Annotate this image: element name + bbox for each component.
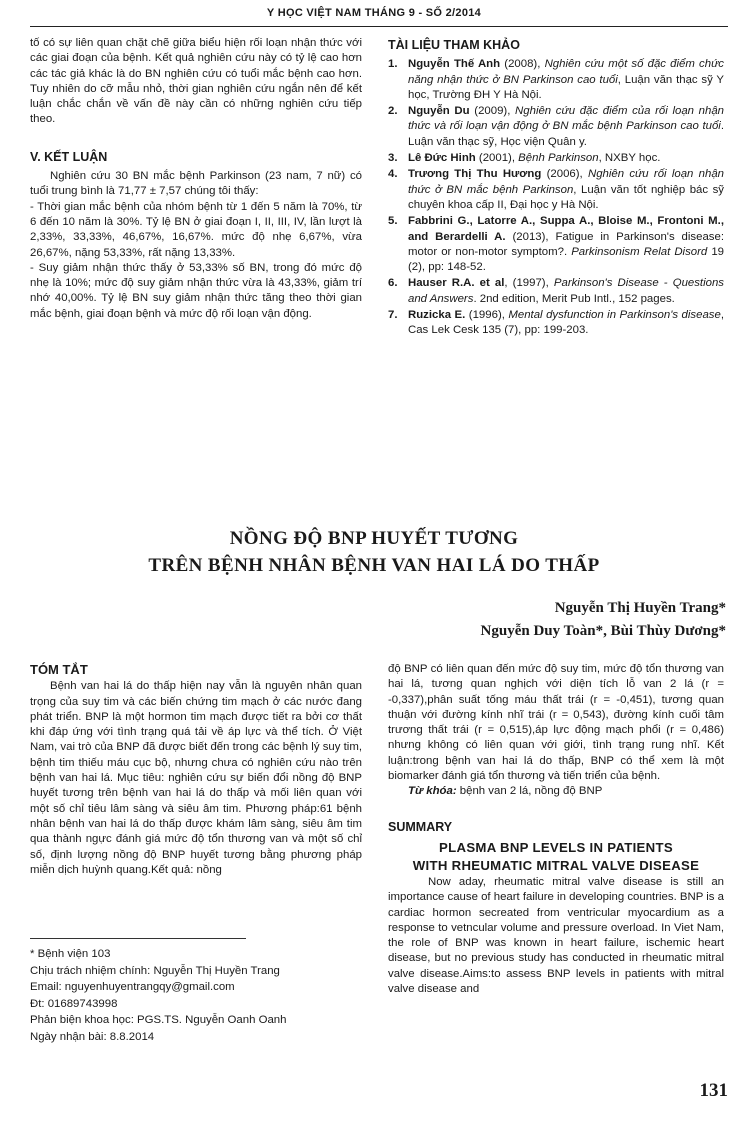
reference-info: (2006),: [541, 168, 588, 181]
reference-number: 5.: [388, 215, 398, 228]
abstract-vi-text: Bệnh van hai lá do thấp hiện nay vẫn là nguyên nhân quan trọng của suy tim và các biến chứng tim mạch ở các nước đang phát triển. BNP là một hormon tim mạch được tiết ra bởi cơ thất khi đáp ứng với tình trạng quá tải về áp lực và thể tích. Ở Việt Nam, vai trò của BNP đã được biết đến trong các bệnh lý suy tim, bệnh tim thiếu máu cục bộ, nhưng chưa có nghiên cứu nào trên bệnh van hai lá. Mục tiêu: nghiên cứu sự biến đổi nồng độ BNP huyết tương trên bệnh van hai lá do thấp và mối liên quan với một số chỉ tiêu lâm sàng và siêu âm tim. Phương pháp:61 bệnh nhân bệnh van hai lá do thấp được khám lâm sàng, siêu âm tim qua thành ngực đánh giá mức độ tổn thương van và một số chỉ số, định lượng nồng độ BNP huyết tương bằng phương pháp miễn dịch huỳnh quang.Kết quả: nồng: [30, 680, 362, 876]
reference-text: [408, 151, 724, 166]
keywords: [388, 784, 724, 799]
summary-heading: SUMMARY: [388, 819, 453, 834]
footnote: [30, 946, 360, 1045]
footnote-reviewer: Phản biện khoa học: PGS.TS. Nguyễn Oanh Oanh: [30, 1014, 287, 1026]
running-header: [0, 0, 748, 30]
reference-number: 7.: [388, 309, 398, 322]
reference-number: 3.: [388, 152, 398, 165]
footnote-affiliation: * Bệnh viện 103: [30, 948, 111, 960]
reference-info: (2013), Fatigue in Parkinson's disease: motor or non-motor symptom?.: [408, 230, 724, 258]
reference-details: , NXBY học.: [598, 152, 661, 165]
reference-number: 2.: [388, 105, 398, 118]
reference-item: [388, 167, 724, 213]
reference-details: . Luận văn thạc sỹ, Học viện Quân y.: [408, 120, 724, 148]
conclusion-point-1: - Thời gian mắc bệnh của nhóm bệnh từ 1 đến 5 năm là 70%, từ 6 đến 10 năm là 30%. Tỷ lệ BN ở giai đoạn I, II, III, IV, lần lượt là 2,33%, 33,33%, 46,67%, 16,67%. mức độ nhẹ 6,67%, vừa 26,67%, nặng 53,33%, rất nặng 13,33%.: [30, 200, 362, 259]
summary-title-line-1: PLASMA BNP LEVELS IN PATIENTS: [439, 839, 673, 855]
left-top-column: [30, 36, 362, 322]
footnote-email: Email: nguyenhuyentrangqy@gmail.com: [30, 981, 235, 993]
reference-item: [388, 276, 724, 307]
keywords-label: Từ khóa:: [408, 785, 457, 798]
reference-author: Trương Thị Thu Hương: [408, 168, 542, 181]
reference-number: 6.: [388, 277, 398, 290]
page-number: 131: [699, 1080, 728, 1101]
reference-title: Mental dysfunction in Parkinson's disease: [508, 309, 721, 322]
reference-info: (2008),: [500, 58, 545, 71]
reference-title: Bệnh Parkinson: [518, 152, 599, 165]
reference-author: Ruzicka E.: [408, 309, 466, 322]
reference-author: Lê Đức Hinh: [408, 152, 476, 165]
reference-details: , Cas Lek Cesk 135 (7), pp: 199-203.: [408, 309, 724, 337]
right-lower-column: [388, 662, 724, 997]
reference-item: [388, 151, 724, 166]
summary-text: Now aday, rheumatic mitral valve disease is still an importance cause of heart failure in developing countries. BNP is a cardiac hormon secreated from ventricular myocardium as a response to vetncular volume and pressure overload. In Viet Nam, the role of BNP was known in heart failure, ischemic heart disease, but no previous study has conducted in rheumatic mitral valve disease.Aims:to assess BNP levels in patients with mitral valve disease and: [388, 875, 725, 996]
reference-text: [408, 308, 724, 339]
journal-header-title: Y HỌC VIỆT NAM THÁNG 9 - SỐ 2/2014: [266, 7, 482, 19]
summary-title-line-2: WITH RHEUMATIC MITRAL VALVE DISEASE: [412, 857, 700, 873]
references-heading: TÀI LIỆU THAM KHẢO: [388, 38, 520, 52]
reference-author: Nguyễn Thế Anh: [408, 58, 501, 71]
conclusion-point-2: - Suy giảm nhận thức thấy ở 53,33% số BN, trong đó mức độ nhẹ là 10%; mức độ suy giảm nhận thức vừa là 43,33%, giảm trí nhớ 40,00%. Tỷ lệ BN suy giảm nhận thức tăng theo thời gian mắc bệnh, giai đoạn bệnh và mức độ rối loạn vận động.: [30, 261, 362, 320]
discussion-paragraph: tố có sự liên quan chặt chẽ giữa biểu hiện rối loạn nhận thức với các giai đoạn của bệnh. Kết quả nghiên cứu này có tỷ lệ cao hơn các tác giả khác là do BN nghiên cứu có tuổi mắc bệnh cao hơn. Tuy nhiên do cỡ mẫu nhỏ, thời gian nghiên cứu ngắn nên để kết luận chắc chắn về vấn đề này cần có những nghiên cứu tiếp theo.: [30, 37, 362, 126]
reference-list: [388, 57, 724, 338]
reference-title: Nghiên cứu rối loạn nhận thức ở BN mắc bệnh Parkinson: [408, 168, 724, 196]
reference-text: [408, 214, 724, 275]
footnote-corresponding-author: Chịu trách nhiệm chính: Nguyễn Thị Huyền Trang: [30, 964, 280, 977]
footnote-phone: Đt: 01689743998: [30, 997, 118, 1010]
reference-text: [408, 104, 724, 150]
keywords-value: bệnh van 2 lá, nồng độ BNP: [456, 785, 603, 798]
reference-info: , (1997),: [504, 277, 554, 290]
reference-author: Nguyễn Du: [408, 105, 470, 118]
reference-title: Nghiên cứu một số đặc điểm chức năng nhận thức ở BN Parkinson cao tuổi: [408, 58, 724, 86]
abstract-vi-heading: TÓM TẮT: [30, 662, 88, 677]
article-title-line-2: TRÊN BỆNH NHÂN BỆNH VAN HAI LÁ DO THẤP: [148, 555, 600, 576]
reference-info: (2009),: [469, 105, 516, 118]
reference-details: . 2nd edition, Merit Pub Intl., 152 pages.: [473, 292, 675, 305]
reference-text: [408, 167, 724, 213]
reference-info: (1996),: [465, 309, 509, 322]
reference-item: [388, 57, 724, 103]
reference-title: Parkinson's Disease - Questions and Answers: [408, 277, 724, 305]
abstract-vi-column: [30, 662, 362, 878]
header-rule: [30, 26, 728, 27]
references-column: [388, 38, 724, 340]
footnote-rule: [30, 938, 246, 939]
reference-number: 4.: [388, 168, 398, 181]
reference-title: Parkinsonism Relat Disord: [571, 245, 708, 258]
reference-author: Hauser R.A. et al: [408, 277, 505, 290]
article-title-line-1: NỒNG ĐỘ BNP HUYẾT TƯƠNG: [229, 528, 519, 549]
reference-details: , Luận văn thạc sỹ Y học, Trường ĐH Y Hà Nội.: [408, 73, 724, 101]
conclusion-intro: Nghiên cứu 30 BN mắc bệnh Parkinson (23 nam, 7 nữ) có tuổi trung bình là 71,77 ± 7,57 chúng tôi thấy:: [30, 170, 362, 198]
reference-details: 19 (2), pp: 148-52.: [408, 245, 725, 274]
footnote-received-date: Ngày nhận bài: 8.8.2014: [30, 1030, 155, 1043]
author-line-1: Nguyễn Thị Huyền Trang*: [554, 600, 726, 616]
reference-item: [388, 104, 724, 150]
abstract-vi-continued: độ BNP có liên quan đến mức độ suy tim, mức độ tổn thương van hai lá, tương quan nghịch với diện tích lỗ van 2 lá (r = -0,337),phân suất tống máu thất trái (r = -0,451), tương quan thuận với đường kính nhĩ trái (r = 0,543), đường kính cuối tâm trương thất trái (r = 0,515),áp lực động mạch phổi (r = 0,486) nhưng không có liên quan với giới, tình trạng rung nhĩ. Kết luận:trong bệnh van hai lá do thấp, BNP có thể xem là một biomarker đánh giá tổn thương và tiến triển của bệnh.: [388, 663, 724, 783]
reference-item: [388, 214, 724, 275]
reference-text: [408, 57, 724, 103]
reference-text: [408, 276, 724, 307]
reference-info: (2001),: [475, 152, 519, 165]
reference-item: [388, 308, 724, 339]
author-line-2: Nguyễn Duy Toàn*, Bùi Thùy Dương*: [480, 623, 726, 639]
reference-title: Nghiên cứu đặc điểm của rối loạn nhận thức và rối loạn vận động ở BN mắc bệnh Parkinson cao tuổi: [408, 105, 724, 133]
reference-author: Fabbrini G., Latorre A., Suppa A., Bloise M., Frontoni M., and Berardelli A.: [408, 215, 724, 243]
reference-details: , Luận văn tốt nghiệp bác sỹ chuyên khoa cấp II, Đại học y Hà Nội.: [408, 183, 724, 211]
reference-number: 1.: [388, 58, 398, 71]
conclusion-heading: V. KẾT LUẬN: [30, 149, 108, 164]
